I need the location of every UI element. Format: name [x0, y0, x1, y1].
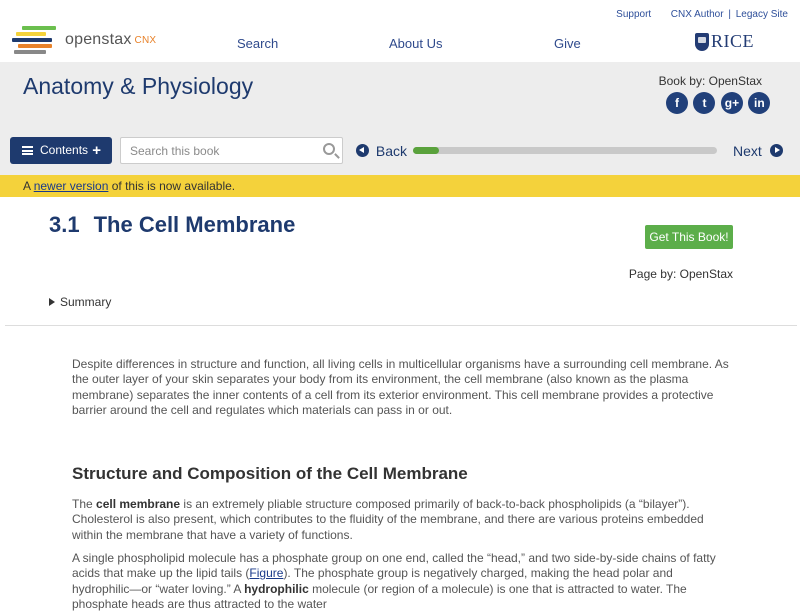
section-heading: Structure and Composition of the Cell Membrane: [72, 464, 468, 483]
paragraph: [72, 497, 732, 543]
top-links: Support CNX Author | Legacy Site: [616, 9, 788, 20]
get-this-book-button[interactable]: Get This Book!: [645, 225, 733, 249]
nav-about-us[interactable]: About Us: [389, 36, 443, 51]
cnx-author-link[interactable]: CNX Author: [670, 9, 724, 20]
reading-progress: [413, 147, 717, 154]
divider: [5, 325, 797, 326]
text: is an extremely pliable structure composed primarily of back-to-back phospholipids (a “bilayer”). Cholesterol is also present, which contributes to the fluidity of the membrane, and there are various proteins embedded within the membrane that have a variety of functions.: [72, 497, 704, 542]
contents-button[interactable]: [10, 137, 112, 164]
notice-prefix: A: [23, 179, 34, 193]
section-title: The Cell Membrane: [93, 212, 296, 237]
text: ). The phosphate group is negatively charged, making the head polar and hydrophilic—or “water loving.” A: [72, 566, 673, 596]
page-title: [49, 212, 295, 238]
logo-suffix: CNX: [134, 35, 157, 46]
back-button[interactable]: [356, 143, 407, 159]
logo-text: openstax: [65, 31, 132, 48]
search-icon[interactable]: [323, 143, 335, 155]
book-toolbar: [0, 137, 800, 167]
figure-link[interactable]: Figure: [249, 566, 284, 581]
nav-search[interactable]: Search: [237, 36, 279, 51]
version-notice: [0, 175, 800, 197]
triangle-right-icon: [49, 298, 55, 306]
rice-shield-icon: [695, 33, 709, 51]
summary-label: Summary: [60, 295, 112, 309]
back-label: Back: [375, 143, 408, 159]
chevron-left-icon: [356, 144, 369, 157]
openstax-logo-icon: [12, 24, 58, 52]
paragraph: [72, 551, 732, 612]
progress-fill: [413, 147, 439, 154]
search-input[interactable]: [121, 138, 311, 163]
facebook-icon[interactable]: f: [666, 92, 688, 114]
book-search: [120, 137, 343, 164]
twitter-icon[interactable]: t: [693, 92, 715, 114]
openstax-logo[interactable]: [12, 24, 172, 54]
nav-give[interactable]: Give: [554, 36, 581, 51]
page-author: Page by: OpenStax: [628, 267, 733, 281]
site-header: [0, 0, 800, 62]
next-button[interactable]: [733, 143, 783, 159]
book-title[interactable]: Anatomy & Physiology: [23, 73, 254, 99]
page-header: [0, 197, 800, 325]
newer-version-link[interactable]: newer version: [33, 179, 109, 193]
summary-toggle[interactable]: [49, 295, 111, 309]
contents-label: Contents: [40, 143, 89, 157]
text: molecule (or region of a molecule) is one that is attracted to water. The phosphate heads are thus attracted to the water: [72, 581, 687, 611]
google-plus-icon[interactable]: g+: [721, 92, 743, 114]
plus-icon: +: [92, 142, 101, 159]
social-share: [666, 92, 771, 114]
rice-logo[interactable]: [695, 31, 754, 53]
section-number: 3.1: [49, 212, 80, 237]
rice-wordmark: RICE: [711, 31, 755, 51]
text: A single phospholipid molecule has a phosphate group on one end, called the “head,” and two side-by-side chains of fatty acids that make up the lipid tails (: [72, 551, 716, 581]
book-header: [0, 62, 800, 175]
support-link[interactable]: Support: [616, 9, 652, 20]
intro-paragraph: Despite differences in structure and function, all living cells in multicellular organisms have a surrounding cell membrane. As the outer layer of your skin separates your body from its environment, the cell membrane (also known as the plasma membrane) separates the inner contents of a cell from its exterior environment. This cell membrane provides a protective barrier around the cell and regulates which materials can pass in or out.: [72, 357, 729, 417]
term-cell-membrane: cell membrane: [96, 497, 181, 511]
term-hydrophilic: hydrophilic: [244, 581, 309, 596]
list-icon: [22, 146, 33, 155]
chevron-right-icon: [770, 144, 783, 157]
book-author: Book by: OpenStax: [658, 74, 762, 88]
text: The: [72, 497, 97, 511]
notice-suffix: of this is now available.: [108, 179, 236, 193]
next-label: Next: [733, 143, 762, 159]
legacy-site-link[interactable]: Legacy Site: [735, 9, 788, 20]
linkedin-icon[interactable]: in: [748, 92, 770, 114]
